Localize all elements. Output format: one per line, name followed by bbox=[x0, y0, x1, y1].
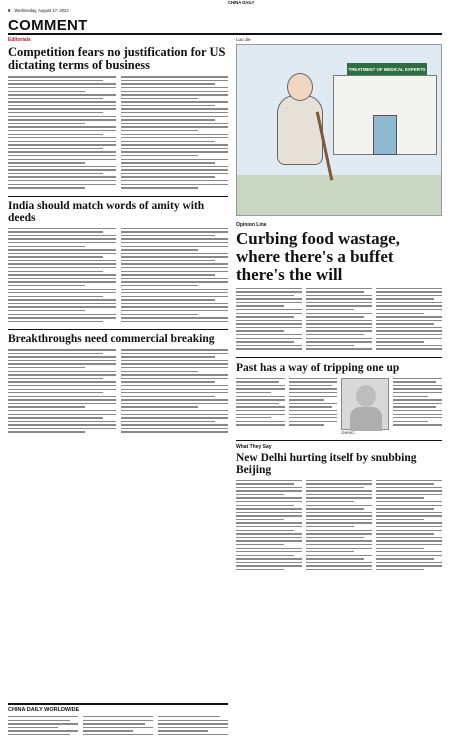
opinion-headline-past: Past has a way of tripping one up bbox=[236, 361, 400, 374]
page-date: Wednesday, August 17, 2022 bbox=[14, 7, 69, 13]
editorial-body-3 bbox=[8, 349, 228, 435]
what-they-say-label: What They Say bbox=[236, 443, 272, 450]
opinion-headline-food: Curbing food wastage, where there's a buffet there's the will bbox=[236, 229, 400, 284]
page-number: 8 bbox=[8, 7, 11, 13]
editorials-label: Editorials bbox=[8, 37, 31, 43]
opinion-body-3 bbox=[236, 480, 442, 573]
page-header bbox=[8, 0, 442, 15]
divider bbox=[236, 440, 442, 441]
masthead-details bbox=[8, 716, 228, 737]
paper-name: CHINA DAILY bbox=[228, 0, 255, 5]
editorial-headline-breakthroughs: Breakthroughs need commercial breaking bbox=[8, 333, 215, 346]
opinion-headline-delhi: New Delhi hurting itself by snubbing Beijing bbox=[236, 451, 417, 476]
opinion-body-2 bbox=[236, 378, 442, 435]
section-title: COMMENT bbox=[8, 17, 442, 35]
editorial-body-2 bbox=[8, 228, 228, 325]
masthead-box bbox=[8, 703, 228, 747]
columnist-photo bbox=[341, 378, 389, 430]
editorial-headline-india: India should match words of amity with deeds bbox=[8, 199, 205, 224]
editorials-column bbox=[8, 37, 228, 435]
masthead-title: CHINA DAILY WORLDWIDE bbox=[8, 707, 80, 713]
editorial-illustration bbox=[236, 44, 442, 216]
editorial-headline-competition: Competition fears no justification for US dictating terms of business bbox=[8, 45, 226, 73]
editorial-body-1 bbox=[8, 76, 228, 191]
columnist-caption: ZHENG... bbox=[341, 430, 357, 435]
illustration-byline: Luo Jie bbox=[236, 37, 251, 42]
opinion-line-label: Opinion Line bbox=[236, 222, 267, 228]
divider bbox=[8, 196, 228, 197]
divider bbox=[8, 329, 228, 330]
illustration-banner: TREATMENT OF MEDICAL EXPERTS bbox=[347, 63, 427, 75]
opinion-column bbox=[236, 37, 442, 573]
opinion-body-1 bbox=[236, 288, 442, 352]
divider bbox=[236, 357, 442, 358]
